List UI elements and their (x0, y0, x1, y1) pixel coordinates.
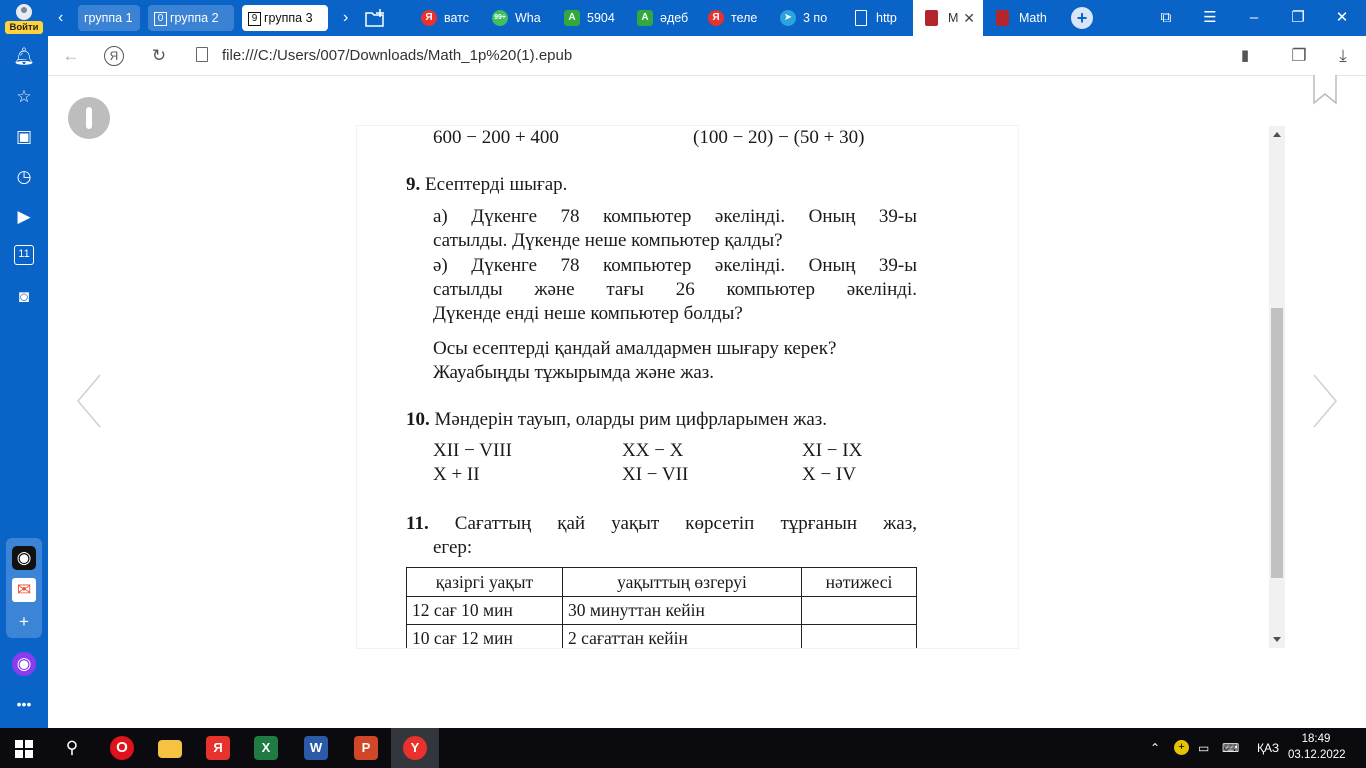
notifications-icon[interactable]: 🔔︎ (13, 47, 35, 66)
powerpoint-icon: P (354, 736, 378, 760)
table-header: уақыттың өзгеруі (563, 568, 802, 597)
tab-title: теле (731, 11, 758, 25)
taskbar (0, 728, 1366, 768)
tab-group-label: группа 3 (264, 11, 313, 25)
tab-title: 5904 (587, 11, 615, 25)
task-text: сатылды. Дүкенде неше компьютер қалды? (433, 230, 783, 251)
next-page-arrow-icon[interactable] (1310, 373, 1340, 429)
table-cell: 30 минуттан кейін (563, 597, 802, 625)
restore-icon[interactable]: ❐ (1291, 9, 1305, 26)
task-10-heading (406, 408, 827, 432)
task-title: Сағаттың қай уақыт көрсетіп тұрғанын жаз, (454, 513, 917, 534)
opera-icon: O (110, 736, 134, 760)
clock[interactable] (1288, 731, 1344, 763)
roman-expression: XI − IX (802, 440, 863, 461)
history-icon[interactable]: ◷ (16, 167, 32, 186)
yandex-logo-icon[interactable]: Я (104, 46, 124, 66)
tab-bar (0, 0, 1366, 36)
roman-expression: X + II (433, 464, 480, 485)
page-icon (855, 10, 867, 26)
task-text: а) Дүкенге 78 компьютер әкелінді. Оның 39-ы (433, 206, 917, 227)
roman-expression: XX − X (622, 440, 684, 461)
taskbar-yandex-active[interactable] (391, 728, 439, 768)
language-indicator[interactable]: ҚАЗ (1257, 741, 1280, 755)
add-app-icon[interactable]: + (19, 612, 29, 631)
minimize-icon[interactable]: – (1249, 9, 1259, 26)
address-bar (48, 36, 1366, 76)
a-site-icon: A (564, 10, 580, 26)
notification-center-icon[interactable]: ▭ (1198, 741, 1210, 755)
more-icon[interactable]: ••• (16, 696, 32, 712)
task-text: сатылды және тағы 26 компьютер әкелінді. (433, 279, 917, 300)
search-button[interactable] (48, 728, 96, 768)
folder-icon (158, 740, 182, 758)
tab-title: M (948, 11, 959, 25)
tab-item[interactable] (492, 0, 548, 36)
task-text: Жауабыңды тұжырымда және жаз. (433, 362, 715, 383)
table-row (407, 625, 917, 649)
close-tab-icon[interactable]: ✕ (963, 10, 975, 26)
previous-page-arrow-icon[interactable] (74, 373, 104, 429)
telegram-icon: ➤ (780, 10, 796, 26)
tab-title: 3 по (803, 11, 828, 25)
table-cell (802, 625, 917, 649)
a-site-icon: A (637, 10, 653, 26)
tab-group-count: 0 (154, 12, 167, 26)
screenshot-icon[interactable]: ◙ (18, 287, 30, 306)
roman-expression: X − IV (802, 464, 856, 485)
alice-station-icon[interactable]: ◉ (12, 546, 36, 570)
tab-item[interactable] (421, 0, 481, 36)
table-row (407, 597, 917, 625)
whatsapp-icon: 99+ (492, 10, 508, 26)
tab-item[interactable] (564, 0, 620, 36)
tab-group-3[interactable] (242, 5, 328, 31)
taskbar-powerpoint[interactable] (342, 728, 390, 768)
url-text[interactable]: file:///C:/Users/007/Downloads/Math_1p%20(1).epub (222, 47, 573, 64)
tab-group-2[interactable] (148, 5, 234, 31)
close-window-icon[interactable]: ✕ (1335, 9, 1349, 26)
favorites-icon[interactable]: ☆ (16, 87, 32, 106)
tab-title: Math (1019, 11, 1047, 25)
tabs-overview-icon[interactable]: ⧉ (1160, 9, 1172, 26)
new-tab-button[interactable]: + (1071, 7, 1093, 29)
bookmark-icon[interactable]: ▮ (1240, 47, 1250, 64)
table-header-row (407, 568, 917, 597)
avatar (16, 4, 32, 20)
book-reader-icon (925, 10, 938, 26)
yandex-icon: Я (708, 10, 724, 26)
update-status-icon[interactable]: + (1174, 740, 1189, 755)
taskbar-opera[interactable] (98, 728, 146, 768)
start-button[interactable] (0, 728, 48, 768)
table-of-contents-button[interactable] (68, 97, 110, 139)
tab-item[interactable] (708, 0, 764, 36)
tab-item[interactable] (853, 0, 903, 36)
task-number: 10. (406, 409, 430, 430)
table-cell (802, 597, 917, 625)
page-bookmark-icon[interactable] (1313, 75, 1337, 105)
task-title: Есептерді шығар. (425, 174, 568, 195)
expression: (100 − 20) − (50 + 30) (693, 127, 865, 148)
tab-groups-left-arrow-icon[interactable]: ‹ (58, 9, 64, 26)
tab-group-label: группа 1 (84, 11, 133, 25)
taskbar-word[interactable] (292, 728, 340, 768)
sidebar (0, 36, 48, 728)
yandex-icon: Я (421, 10, 437, 26)
alice-icon[interactable]: ◉ (12, 652, 36, 676)
keyboard-icon[interactable]: ⌨ (1222, 741, 1240, 755)
reload-icon[interactable]: ↻ (151, 46, 167, 65)
clock-date: 03.12.2022 (1288, 749, 1346, 761)
task-text: Дүкенде енді неше компьютер болды? (433, 303, 743, 324)
page-scrollbar[interactable] (1269, 126, 1285, 648)
task-11-heading (406, 512, 917, 536)
tab-groups-right-arrow-icon[interactable]: › (343, 9, 349, 26)
excel-icon: X (254, 736, 278, 760)
tab-group-1[interactable] (78, 5, 140, 31)
windows-logo-icon (15, 740, 33, 758)
task-number: 11. (406, 513, 429, 534)
back-arrow-icon[interactable]: ← (62, 46, 80, 65)
tab-group-count: 9 (248, 12, 261, 26)
menu-icon[interactable]: ☰ (1203, 9, 1217, 26)
book-page (357, 126, 1018, 648)
collections-icon[interactable]: ▣ (15, 127, 33, 146)
login-label: Войти (5, 21, 43, 34)
tab-item[interactable] (780, 0, 836, 36)
roman-expression: XII − VIII (433, 440, 512, 461)
word-icon: W (304, 736, 328, 760)
clock-time: 18:49 (1301, 733, 1331, 745)
scroll-up-arrow-icon[interactable] (1273, 132, 1281, 137)
tab-item[interactable] (996, 0, 1056, 36)
task-text: ә) Дүкенге 78 компьютер әкелінді. Оның 39-ы (433, 255, 917, 276)
scroll-down-arrow-icon[interactable] (1273, 637, 1281, 642)
book-reader-icon (996, 10, 1009, 26)
yandex-icon: Я (206, 736, 230, 760)
reader-area (48, 77, 1366, 728)
tab-title: ватс (444, 11, 470, 25)
reader-mode-icon[interactable]: ❐ (1291, 46, 1307, 65)
download-icon[interactable]: ⤓ (1339, 46, 1347, 65)
video-icon[interactable]: ▶ (17, 207, 31, 226)
task-text: Осы есептерді қандай амалдармен шығару керек? (433, 338, 837, 359)
taskbar-explorer[interactable] (146, 728, 194, 768)
tray-expand-icon[interactable]: ⌃ (1150, 741, 1161, 755)
tab-title: http (876, 11, 897, 25)
expression: 600 − 200 + 400 (433, 127, 559, 148)
task-text: егер: (433, 537, 473, 558)
new-tab-group-icon[interactable] (364, 8, 386, 28)
task-number: 9. (406, 174, 421, 195)
sidebar-apps-panel (6, 538, 42, 638)
tab-active[interactable] (913, 0, 983, 36)
table-cell: 2 сағаттан кейін (563, 625, 802, 649)
time-table (406, 567, 917, 648)
profile-button[interactable] (5, 3, 43, 34)
mail-icon[interactable]: ✉ (12, 578, 36, 602)
task-title: Мәндерін тауып, оларды рим цифрларымен жаз. (434, 409, 828, 430)
search-icon: ⚲ (65, 738, 79, 757)
roman-expression: XI − VII (622, 464, 689, 485)
taskbar-excel[interactable] (242, 728, 290, 768)
scrollbar-thumb[interactable] (1271, 308, 1283, 578)
taskbar-yandex-browser[interactable] (194, 728, 242, 768)
table-cell: 10 сағ 12 мин (407, 625, 563, 649)
tab-item[interactable] (637, 0, 693, 36)
table-header: қазіргі уақыт (407, 568, 563, 597)
tab-title: Wha (515, 11, 541, 25)
yandex-logo-icon: Y (403, 736, 427, 760)
file-icon (196, 47, 208, 62)
table-cell: 12 сағ 10 мин (407, 597, 563, 625)
table-header: нәтижесі (802, 568, 917, 597)
tab-title: әдеб (660, 11, 689, 25)
tab-group-label: группа 2 (170, 11, 219, 25)
calendar-icon[interactable]: 11 (14, 245, 34, 265)
task-9-heading (406, 173, 567, 197)
